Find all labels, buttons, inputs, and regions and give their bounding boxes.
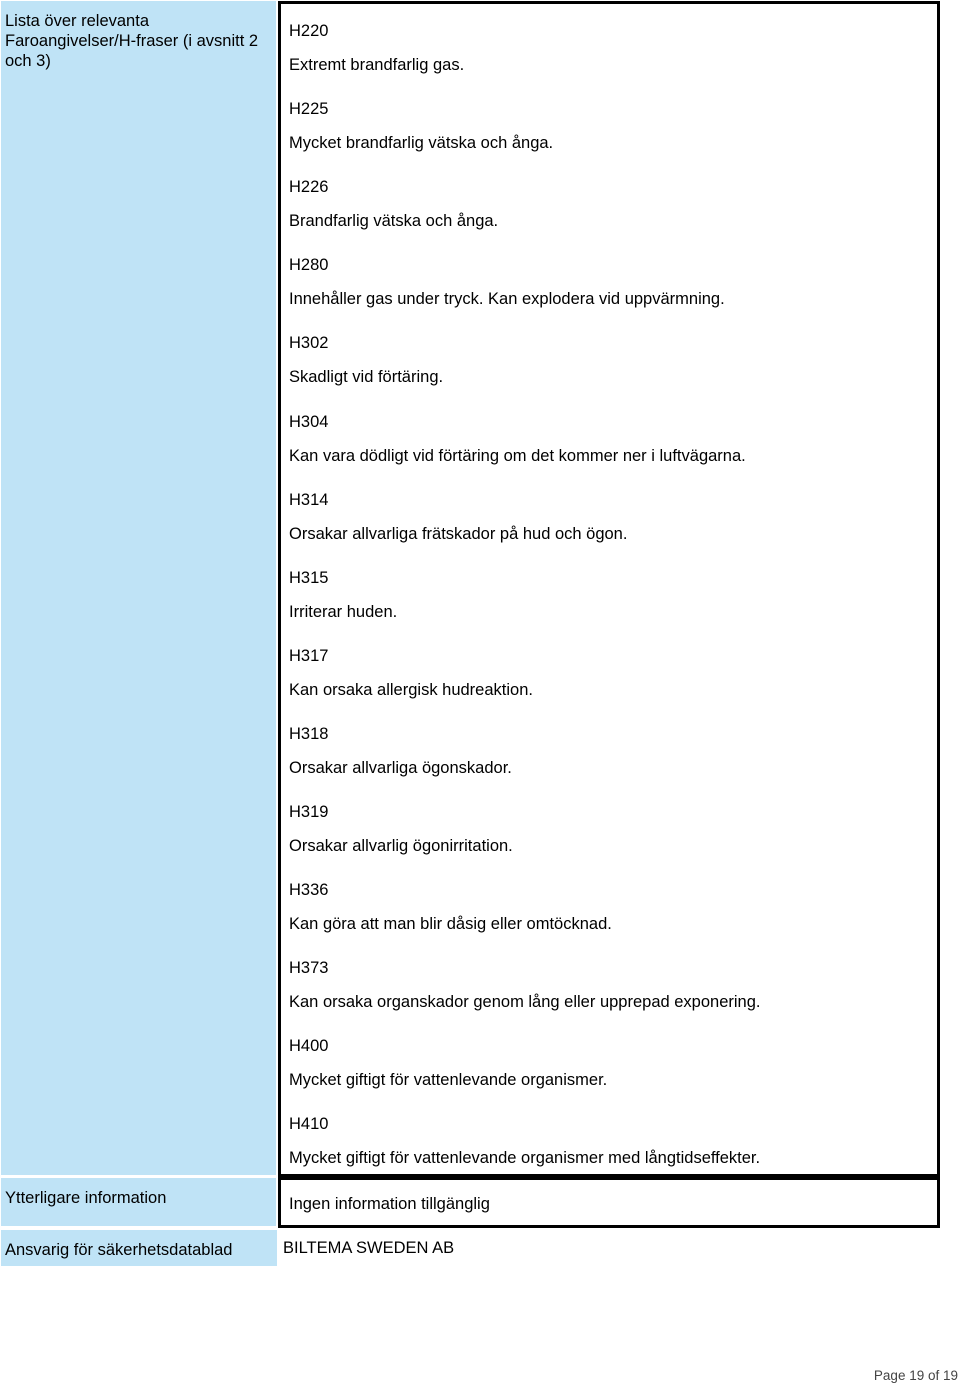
hazard-text: Innehåller gas under tryck. Kan explodera vid uppvärmning. [289,290,725,309]
hazard-code: H317 [289,646,329,665]
hazard-code: H319 [289,803,329,821]
hazard-code: H373 [289,959,329,978]
hazard-code: H315 [289,568,329,587]
hazard-code: H304 [289,412,329,431]
additional-info-label: Ytterligare information [5,1189,167,1207]
hazard-section-label-cell [1,1,276,1175]
additional-info-cell [278,1177,940,1228]
hazard-text: Kan göra att man blir dåsig eller omtöcknad. [289,915,612,934]
responsible-value: BILTEMA SWEDEN AB [283,1239,455,1257]
responsible-label-cell [1,1230,277,1266]
hazard-text: Irriterar huden. [289,602,398,621]
hazard-code: H280 [289,256,329,275]
hazard-code: H314 [289,490,329,509]
hazard-text: Brandfarlig vätska och ånga. [289,212,499,231]
hazard-code: H336 [289,881,329,900]
hazard-text: Kan orsaka organskador genom lång eller upprepad exponering. [289,993,761,1012]
hazard-statements-cell [278,1,940,1177]
hazard-text: Skadligt vid förtäring. [289,368,444,387]
hazard-text: Orsakar allvarliga frätskador på hud och ögon. [289,524,628,543]
hazard-code: H225 [289,100,329,119]
hazard-code: H220 [289,22,329,40]
hazard-text: Kan vara dödligt vid förtäring om det kommer ner i luftvägarna. [289,446,746,465]
hazard-code: H302 [289,334,329,353]
hazard-text: Orsakar allvarlig ögonirritation. [289,837,513,855]
additional-info-label-cell [1,1178,276,1226]
page-number: Page 19 of 19 [873,1368,958,1383]
hazard-text: Extremt brandfarlig gas. [289,56,465,74]
hazard-text: Orsakar allvarliga ögonskador. [289,758,512,777]
hazard-section-label: Lista över relevanta Faroangivelser/H-fraser (i avsnitt 2 och 3) [5,12,259,70]
hazard-text: Mycket brandfarlig vätska och ånga. [289,134,554,153]
hazard-code: H410 [289,1115,329,1134]
hazard-text: Mycket giftigt för vattenlevande organismer. [289,1071,608,1090]
hazard-code: H400 [289,1037,329,1056]
additional-info-value: Ingen information tillgänglig [289,1195,490,1213]
hazard-code: H226 [289,178,329,197]
hazard-text: Mycket giftigt för vattenlevande organismer med långtidseffekter. [289,1149,761,1168]
hazard-text: Kan orsaka allergisk hudreaktion. [289,680,533,699]
responsible-label: Ansvarig för säkerhetsdatablad [5,1241,233,1259]
hazard-code: H318 [289,724,329,743]
